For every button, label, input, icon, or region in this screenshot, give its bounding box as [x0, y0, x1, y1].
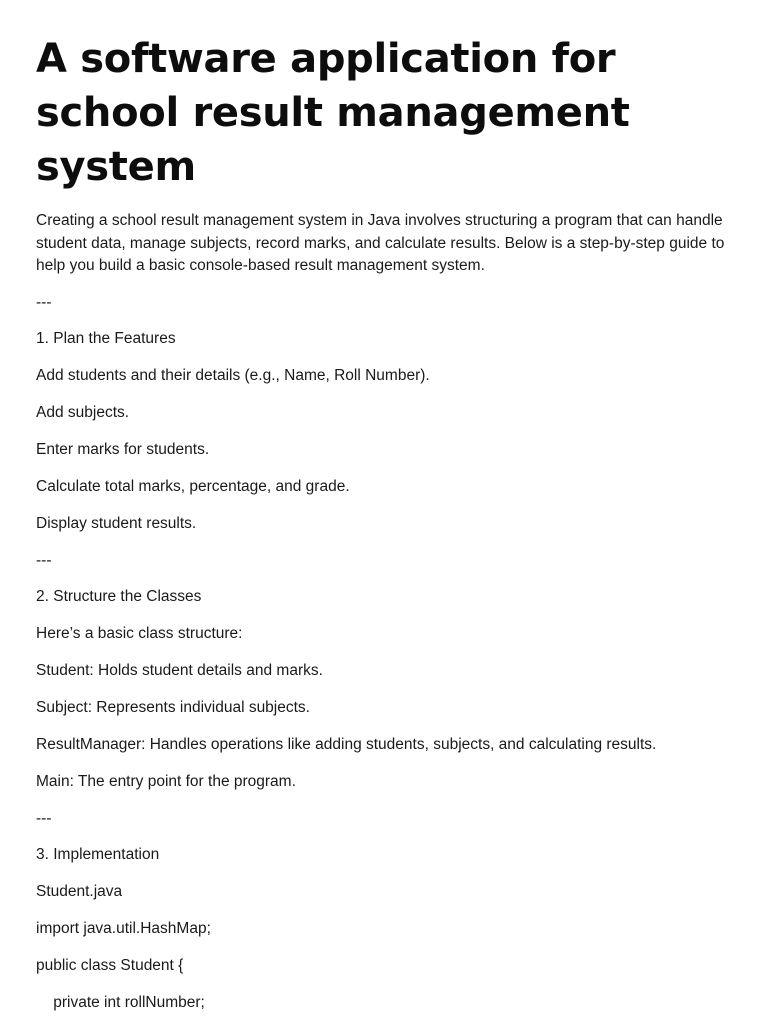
- separator-2: ---: [36, 551, 52, 569]
- document-page: [36, 32, 736, 1029]
- feature-enter-marks: Enter marks for students.: [36, 440, 210, 458]
- page-title: A software application for school result management system: [36, 36, 630, 190]
- file-name-student-java: Student.java: [36, 882, 123, 900]
- feature-add-students: Add students and their details (e.g., Name, Roll Number).: [36, 366, 430, 384]
- code-line-roll-number-field: private int rollNumber;: [36, 993, 205, 1011]
- class-student: Student: Holds student details and marks.: [36, 661, 323, 679]
- code-line-import: import java.util.HashMap;: [36, 919, 211, 937]
- feature-add-subjects: Add subjects.: [36, 403, 130, 421]
- separator-3: ---: [36, 809, 52, 827]
- section-heading-implementation: 3. Implementation: [36, 845, 160, 863]
- code-line-class-declaration: public class Student {: [36, 956, 184, 974]
- class-structure-intro: Here’s a basic class structure:: [36, 624, 243, 642]
- section-heading-structure-classes: 2. Structure the Classes: [36, 587, 202, 605]
- section-heading-plan-features: 1. Plan the Features: [36, 329, 176, 347]
- intro-paragraph: Creating a school result management system in Java involves structuring a program that can handle student data, manage subjects, record marks, and calculate results. Below is a step-by-step guide to help you build a basic console-based result management system.: [36, 212, 725, 274]
- class-subject: Subject: Represents individual subjects.: [36, 698, 310, 716]
- feature-display-results: Display student results.: [36, 514, 197, 532]
- separator-1: ---: [36, 293, 52, 311]
- class-main: Main: The entry point for the program.: [36, 772, 296, 790]
- class-result-manager: ResultManager: Handles operations like adding students, subjects, and calculating results.: [36, 735, 657, 753]
- feature-calculate-totals: Calculate total marks, percentage, and grade.: [36, 477, 350, 495]
